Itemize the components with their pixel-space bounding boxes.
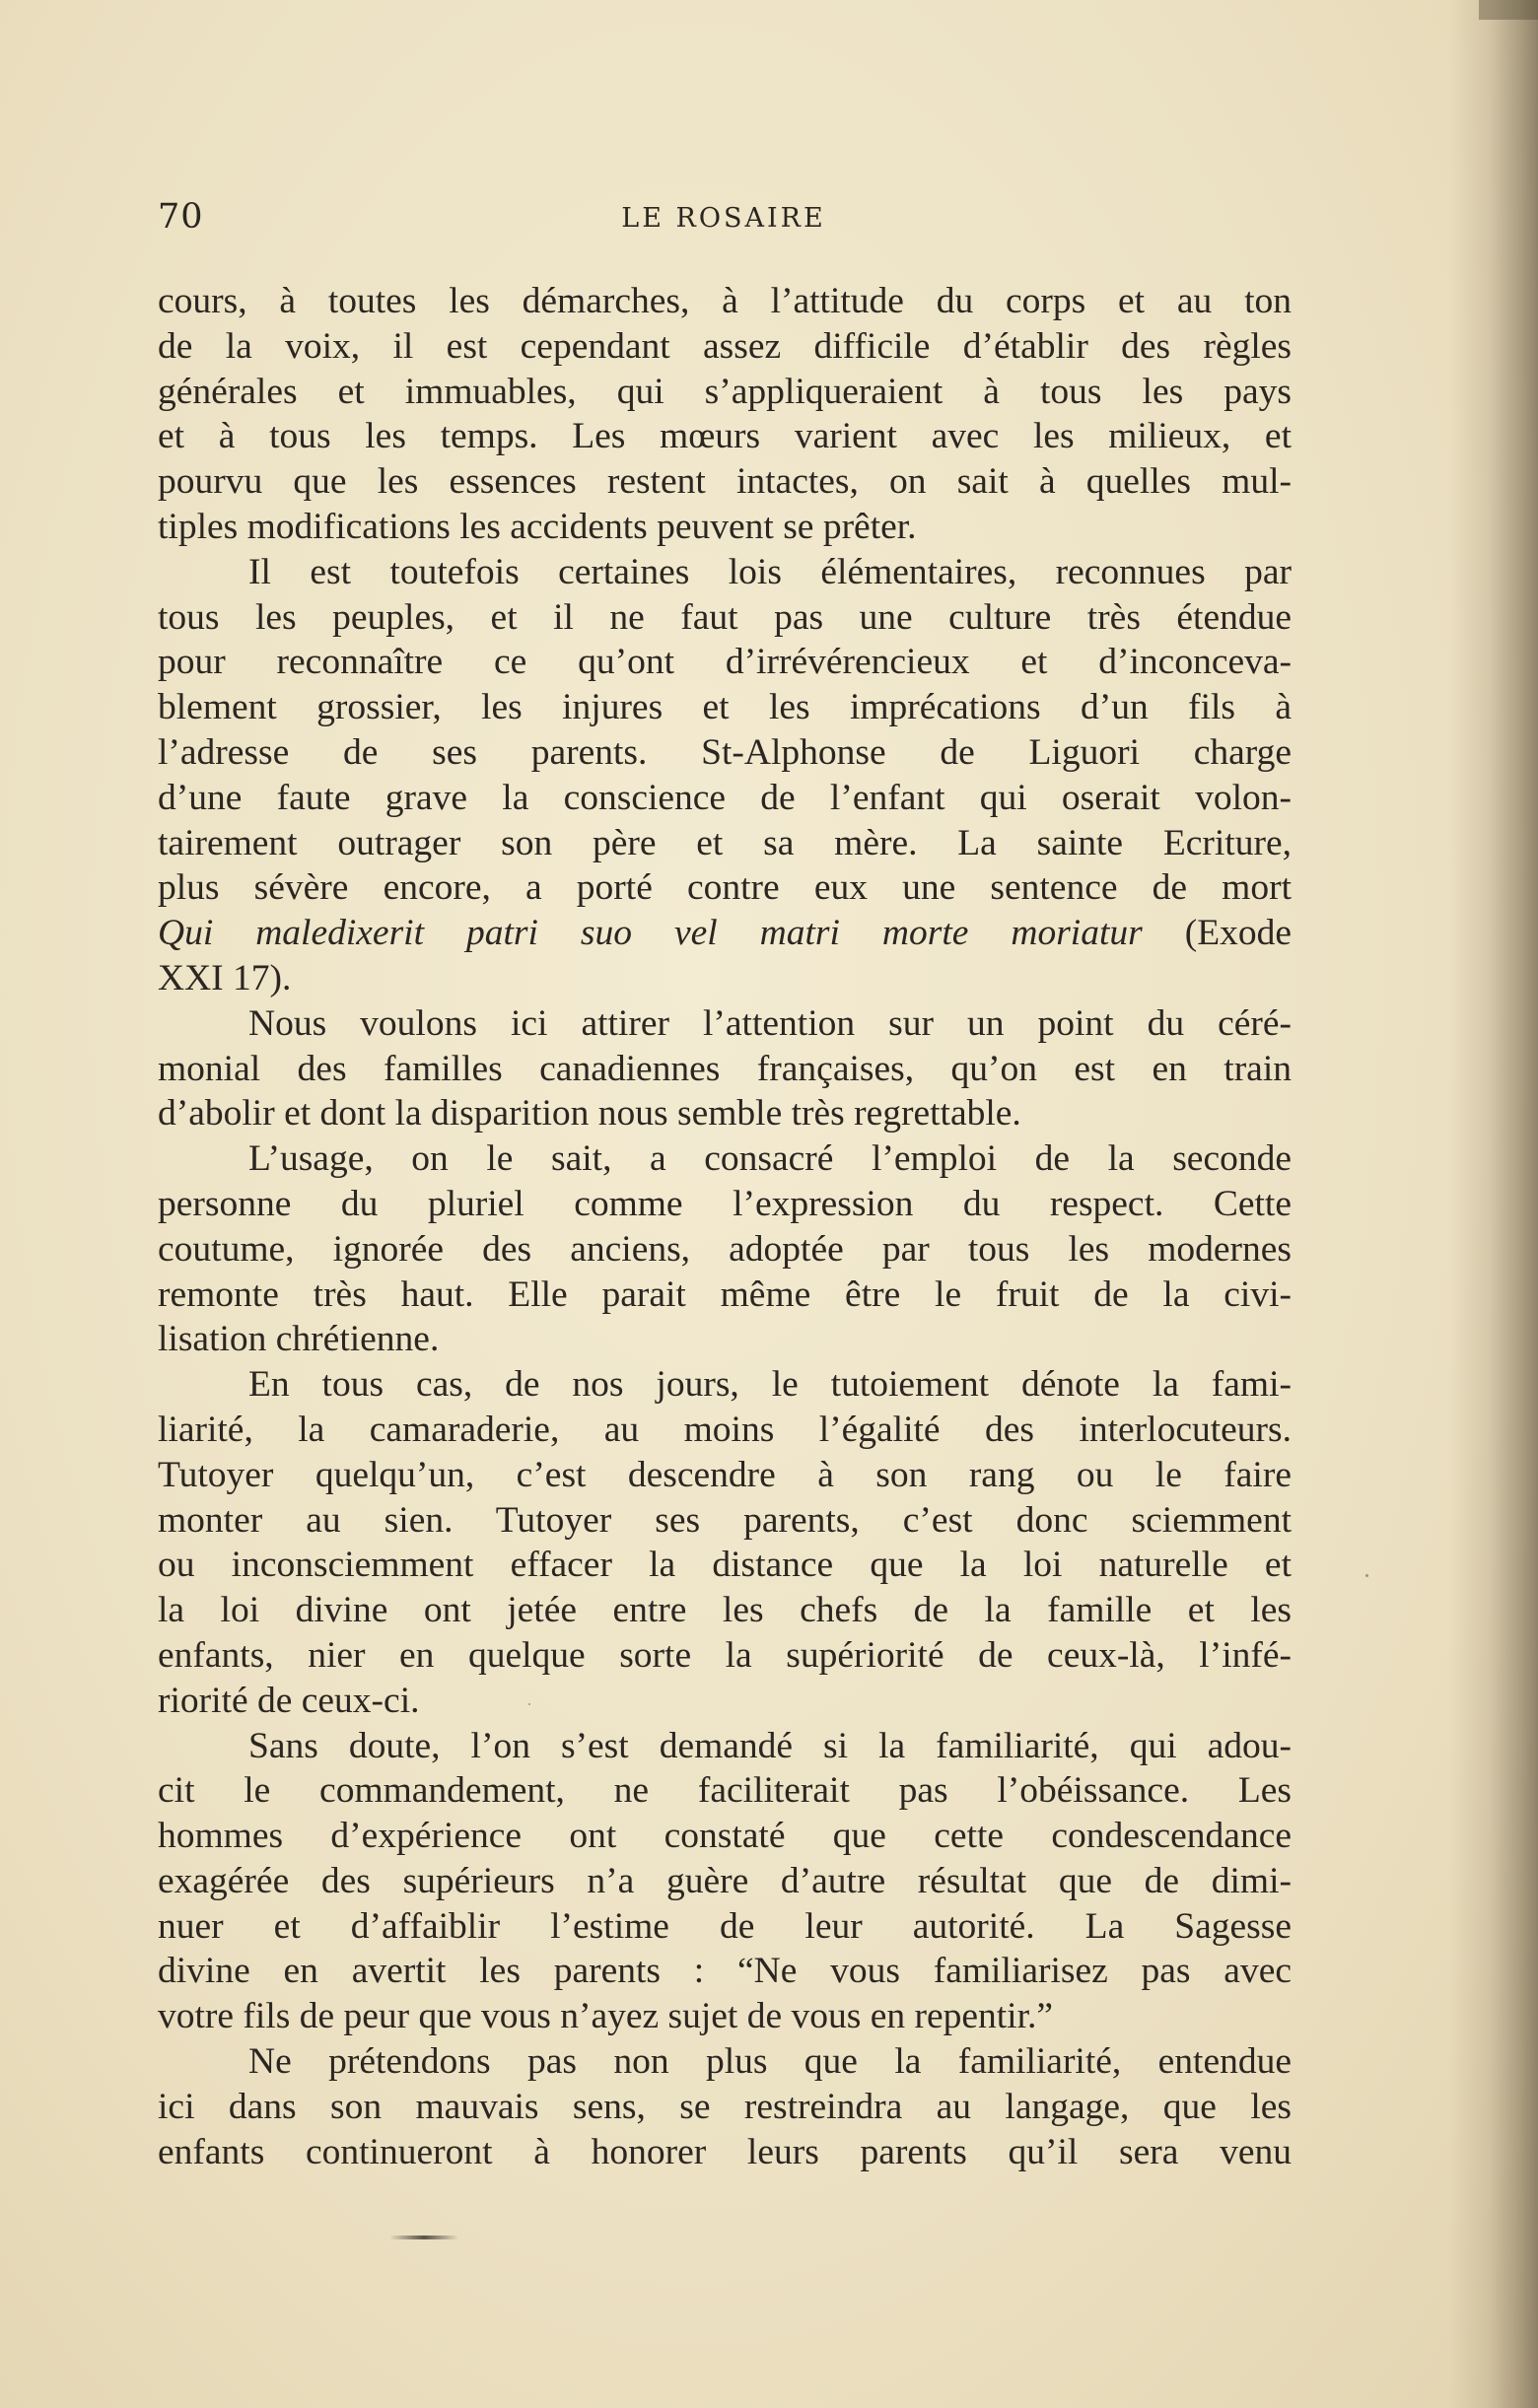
paper-speck xyxy=(528,1703,530,1705)
paragraph xyxy=(158,550,1292,1001)
text-line: lisation chrétienne. xyxy=(158,1319,440,1360)
text-line: XXI 17). xyxy=(158,957,292,998)
text-line: de la voix, il est cependant assez difficile d’établir des règles xyxy=(158,325,1292,367)
running-title: LE ROSAIRE xyxy=(621,203,826,234)
paragraph xyxy=(158,279,1292,550)
text-line: enfants, nier en quelque sorte la supériorité de ceux-là, l’infé- xyxy=(158,1634,1292,1676)
text-line: cit le commandement, ne faciliterait pas l’obéissance. Les xyxy=(158,1770,1292,1812)
text-line: ici dans son mauvais sens, se restreindra au langage, que les xyxy=(158,2086,1292,2127)
page-edge-strip xyxy=(1479,0,1538,20)
text-line: En tous cas, de nos jours, le tutoiement dénote la fami- xyxy=(248,1364,1292,1406)
text-line: hommes d’expérience ont constaté que cette condescendance xyxy=(158,1816,1292,1857)
text-line: riorité de ceux-ci. xyxy=(158,1680,420,1721)
text-line: tairement outrager son père et sa mère. La sainte Ecriture, xyxy=(158,822,1292,863)
text-line: enfants continueront à honorer leurs parents qu’il sera venu xyxy=(158,2131,1292,2172)
text-line: nuer et d’affaiblir l’estime de leur autorité. La Sagesse xyxy=(158,1905,1292,1947)
page-header xyxy=(158,197,1290,244)
text-line: blement grossier, les injures et les imprécations d’un fils à xyxy=(158,687,1292,728)
text-line: Tutoyer quelqu’un, c’est descendre à son rang ou le faire xyxy=(158,1454,1292,1495)
text-line: ou inconsciemment effacer la distance que la loi naturelle et xyxy=(158,1545,1292,1586)
paper-speck xyxy=(1365,1574,1368,1577)
paragraph xyxy=(158,1001,1292,1136)
text-line: remonte très haut. Elle parait même être le fruit de la civi- xyxy=(158,1273,1292,1315)
text-line: coutume, ignorée des anciens, adoptée par tous les modernes xyxy=(158,1228,1292,1270)
text-line: cours, à toutes les démarches, à l’attitude du corps et au ton xyxy=(158,281,1292,321)
text-line: la loi divine ont jetée entre les chefs de la famille et les xyxy=(158,1590,1292,1631)
footer-rule xyxy=(389,2236,458,2239)
spine-shadow xyxy=(1449,0,1538,2408)
text-line: générales et immuables, qui s’appliqueraient à tous les pays xyxy=(158,371,1292,412)
citation-reference: (Exode xyxy=(1142,913,1293,954)
latin-quotation: Qui maledixerit patri suo vel matri morte moriatur xyxy=(158,913,1143,954)
text-line: d’une faute grave la conscience de l’enfant qui oserait volon- xyxy=(158,777,1292,818)
text-line: d’abolir et dont la disparition nous semble très regrettable. xyxy=(158,1093,1021,1135)
text-line: Sans doute, l’on s’est demandé si la familiarité, qui adou- xyxy=(248,1725,1292,1766)
body-text xyxy=(158,279,1292,2174)
text-line: et à tous les temps. Les mœurs varient avec les milieux, et xyxy=(158,416,1292,457)
text-line: Nous voulons ici attirer l’attention sur un point du céré- xyxy=(248,1002,1292,1044)
page-number: 70 xyxy=(158,197,204,237)
text-line: Ne prétendons pas non plus que la familiarité, entendue xyxy=(248,2041,1292,2083)
text-line: L’usage, on le sait, a consacré l’emploi de la seconde xyxy=(248,1138,1292,1180)
text-line: divine en avertit les parents : “Ne vous familiarisez pas avec xyxy=(158,1951,1292,1992)
text-line xyxy=(158,911,1292,956)
text-line: monter au sien. Tutoyer ses parents, c’est donc sciemment xyxy=(158,1499,1292,1541)
paragraph xyxy=(158,1136,1292,1362)
text-line: l’adresse de ses parents. St-Alphonse de Liguori charge xyxy=(158,731,1292,773)
text-line: plus sévère encore, a porté contre eux une sentence de mort xyxy=(158,867,1292,909)
text-line: exagérée des supérieurs n’a guère d’autre résultat que de dimi- xyxy=(158,1860,1292,1901)
text-line: tous les peuples, et il ne faut pas une culture très étendue xyxy=(158,596,1292,638)
text-line: pourvu que les essences restent intactes, on sait à quelles mul- xyxy=(158,461,1292,503)
text-line: liarité, la camaraderie, au moins l’égalité des interlocuteurs. xyxy=(158,1409,1292,1450)
text-line: personne du pluriel comme l’expression du respect. Cette xyxy=(158,1183,1292,1224)
text-line: tiples modifications les accidents peuvent se prêter. xyxy=(158,506,917,547)
text-line: monial des familles canadiennes françaises, qu’on est en train xyxy=(158,1048,1292,1089)
paragraph xyxy=(158,1724,1292,2040)
text-line: pour reconnaître ce qu’ont d’irrévérencieux et d’inconceva- xyxy=(158,642,1292,683)
text-line: votre fils de peur que vous n’ayez sujet de vous en repentir.” xyxy=(158,1996,1054,2037)
text-line: Il est toutefois certaines lois élémentaires, reconnues par xyxy=(248,551,1292,592)
paragraph xyxy=(158,2039,1292,2174)
paragraph xyxy=(158,1362,1292,1723)
